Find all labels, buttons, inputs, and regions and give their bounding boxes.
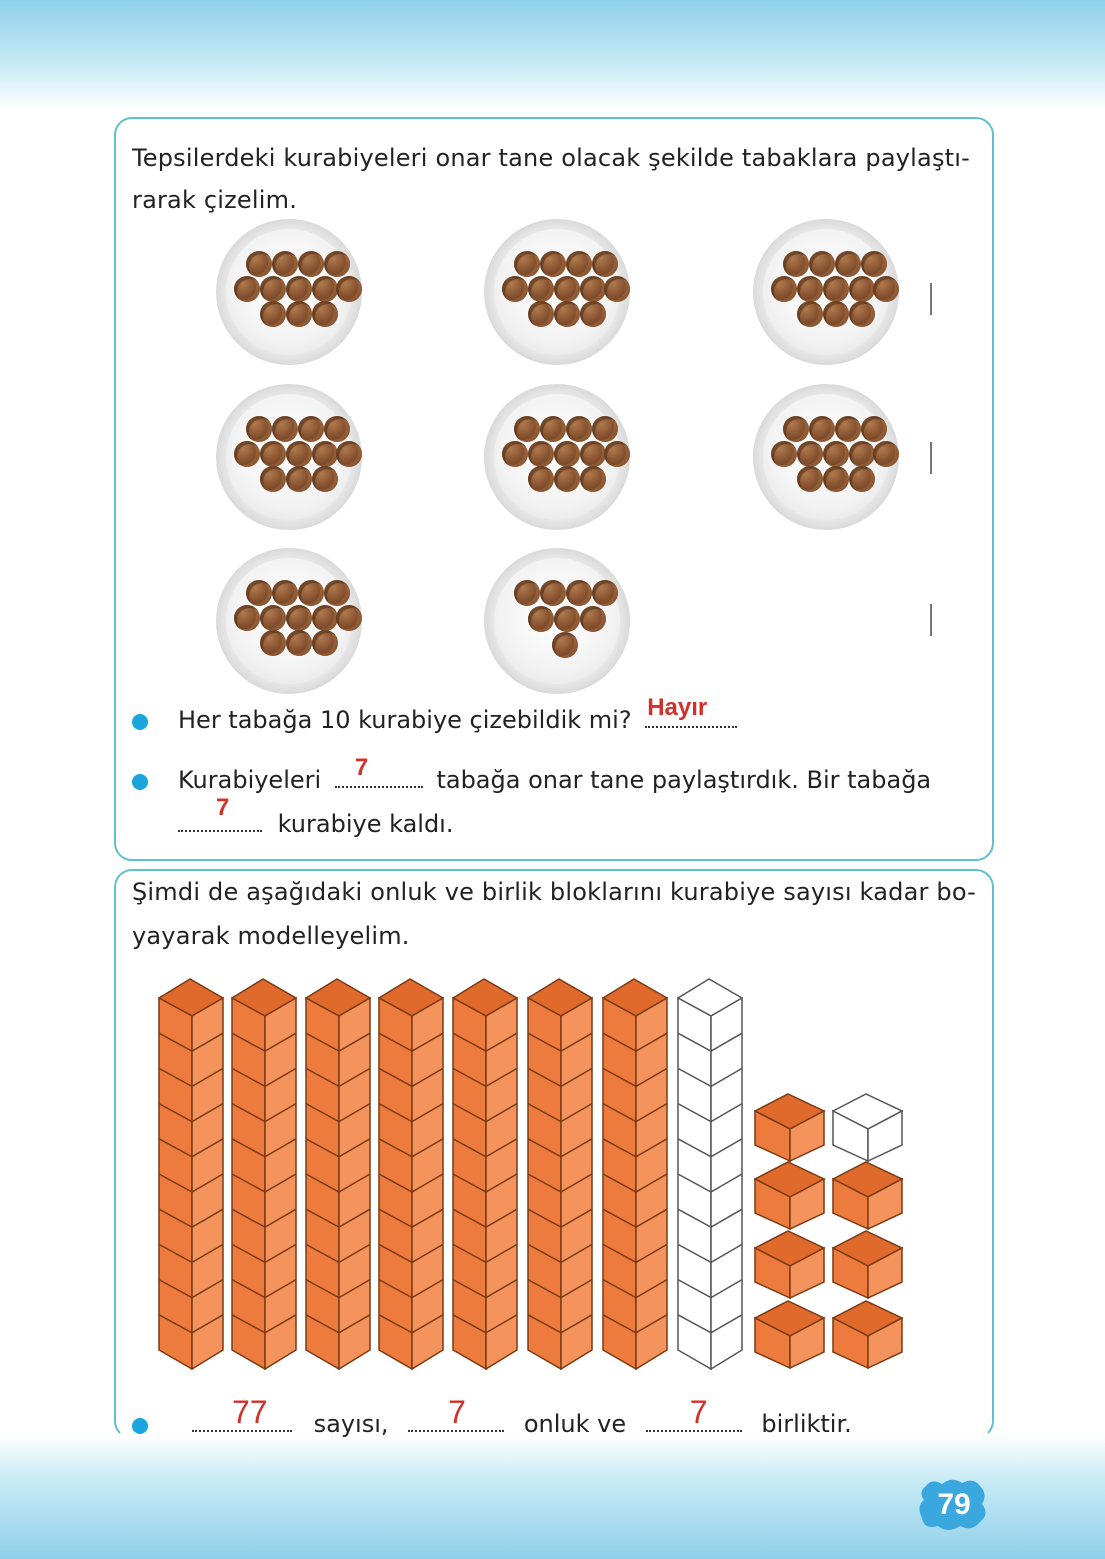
cookie-icon xyxy=(783,416,809,442)
cookie-icon xyxy=(554,441,580,467)
unit-cube-colored[interactable] xyxy=(832,1161,904,1231)
cookie-icon xyxy=(873,441,899,467)
cookie-icon xyxy=(580,301,606,327)
question-2-line1 xyxy=(178,754,932,794)
tens-rod-colored[interactable] xyxy=(158,978,224,1370)
cookie-icon xyxy=(554,276,580,302)
cookie-icon xyxy=(324,251,350,277)
cookie-icon xyxy=(528,441,554,467)
cookie-icon xyxy=(554,466,580,492)
cookie-icon xyxy=(554,301,580,327)
cookie-icon xyxy=(771,276,797,302)
cookie-icon xyxy=(823,301,849,327)
cookie-icon xyxy=(771,441,797,467)
cookie-plate xyxy=(753,219,899,365)
cookie-icon xyxy=(849,466,875,492)
cookie-icon xyxy=(260,605,286,631)
cookie-icon xyxy=(312,605,338,631)
cookie-icon xyxy=(324,580,350,606)
cookie-icon xyxy=(272,416,298,442)
answer-1: Hayır xyxy=(647,694,708,721)
question-2-text-b: tabağa onar tane paylaştırdık. Bir tabağa xyxy=(436,766,932,794)
plate-surface xyxy=(226,394,352,520)
tens-rod-colored[interactable] xyxy=(378,978,444,1370)
bullet-icon xyxy=(132,714,148,730)
cookie-icon xyxy=(260,276,286,302)
unit-cube-colored[interactable] xyxy=(754,1093,826,1163)
activity1-instruction-line2: rarak çizelim. xyxy=(132,186,298,214)
cookie-icon xyxy=(502,441,528,467)
cookie-icon xyxy=(312,466,338,492)
cookie-icon xyxy=(873,276,899,302)
cookie-icon xyxy=(604,441,630,467)
tens-rod-colored[interactable] xyxy=(231,978,297,1370)
cookie-icon xyxy=(324,416,350,442)
cookie-icon xyxy=(797,466,823,492)
unit-cube-colored[interactable] xyxy=(754,1161,826,1231)
summary-text-number: sayısı, xyxy=(313,1410,389,1438)
unit-cube-colored[interactable] xyxy=(832,1300,904,1370)
question-2-text-a: Kurabiyeleri xyxy=(178,766,322,794)
cookie-icon xyxy=(528,276,554,302)
cookie-icon xyxy=(580,606,606,632)
bullet-icon xyxy=(132,1418,148,1434)
answer-3: 7 xyxy=(216,794,230,821)
cookie-icon xyxy=(272,580,298,606)
cookie-icon xyxy=(246,416,272,442)
unit-cube-colored[interactable] xyxy=(754,1230,826,1300)
cookie-plate xyxy=(216,219,362,365)
cookie-icon xyxy=(528,466,554,492)
plate-surface xyxy=(763,394,889,520)
cookie-icon xyxy=(783,251,809,277)
cookie-icon xyxy=(286,276,312,302)
cookie-icon xyxy=(849,301,875,327)
cookie-icon xyxy=(604,276,630,302)
cookie-icon xyxy=(809,416,835,442)
cookie-icon xyxy=(592,251,618,277)
plate-surface xyxy=(763,229,889,355)
cookie-icon xyxy=(336,441,362,467)
cookie-icon xyxy=(514,416,540,442)
bullet-icon xyxy=(132,774,148,790)
cookie-icon xyxy=(260,630,286,656)
cookie-icon xyxy=(336,276,362,302)
cookie-icon xyxy=(260,441,286,467)
cookie-icon xyxy=(528,606,554,632)
cookie-icon xyxy=(823,441,849,467)
unit-cube-colored[interactable] xyxy=(832,1230,904,1300)
activity2-instruction-line2: yayarak modelleyelim. xyxy=(132,922,410,950)
cookie-icon xyxy=(298,416,324,442)
cookie-icon xyxy=(528,301,554,327)
plate-surface xyxy=(226,229,352,355)
plate-surface xyxy=(494,558,620,684)
page-number: 79 xyxy=(937,1488,971,1521)
cookie-icon xyxy=(809,251,835,277)
summary-sentence xyxy=(192,1394,852,1438)
cookie-icon xyxy=(861,251,887,277)
edge-mark xyxy=(930,604,932,636)
cookie-icon xyxy=(312,441,338,467)
cookie-icon xyxy=(286,301,312,327)
cookie-icon xyxy=(566,416,592,442)
cookie-icon xyxy=(312,301,338,327)
plate-surface xyxy=(226,558,352,684)
activity2-instruction-line1: Şimdi de aşağıdaki onluk ve birlik bloklarını kurabiye sayısı kadar bo- xyxy=(132,878,977,906)
answer-2: 7 xyxy=(354,754,369,781)
cookie-icon xyxy=(514,251,540,277)
answer-blank-3[interactable] xyxy=(178,794,262,832)
cookie-plate xyxy=(484,548,630,694)
tens-blank[interactable] xyxy=(408,1394,504,1432)
cookie-icon xyxy=(246,580,272,606)
cookie-icon xyxy=(234,276,260,302)
cookie-plate xyxy=(216,384,362,530)
edge-mark xyxy=(930,283,932,315)
question-1 xyxy=(178,694,737,734)
cookie-icon xyxy=(592,416,618,442)
cookie-icon xyxy=(514,580,540,606)
cookie-icon xyxy=(502,276,528,302)
cookie-icon xyxy=(260,466,286,492)
summary-text-ones: birliktir. xyxy=(761,1410,852,1438)
answer-blank-2[interactable] xyxy=(335,754,423,788)
cookie-icon xyxy=(260,301,286,327)
tens-rod-colored[interactable] xyxy=(602,978,668,1370)
cookie-icon xyxy=(272,251,298,277)
cookie-icon xyxy=(592,580,618,606)
cookie-plate xyxy=(484,384,630,530)
cookie-icon xyxy=(861,416,887,442)
cookie-icon xyxy=(312,630,338,656)
ones-blank[interactable] xyxy=(646,1394,742,1432)
cookie-icon xyxy=(835,251,861,277)
cookie-icon xyxy=(298,580,324,606)
edge-mark xyxy=(930,442,932,474)
summary-text-tens: onluk ve xyxy=(523,1410,627,1438)
question-1-text: Her tabağa 10 kurabiye çizebildik mi? xyxy=(178,706,632,734)
answer-blank-1[interactable] xyxy=(645,694,737,728)
cookie-icon xyxy=(580,441,606,467)
ones-answer: 7 xyxy=(689,1394,708,1430)
cookie-icon xyxy=(234,605,260,631)
tens-rod-colored[interactable] xyxy=(305,978,371,1370)
cookie-icon xyxy=(336,605,362,631)
cookie-plate xyxy=(484,219,630,365)
page-number-badge xyxy=(918,1476,990,1532)
cookie-icon xyxy=(298,251,324,277)
number-blank[interactable] xyxy=(192,1394,292,1432)
cookie-icon xyxy=(823,276,849,302)
cookie-icon xyxy=(234,441,260,467)
tens-answer: 7 xyxy=(448,1394,466,1430)
cookie-icon xyxy=(580,276,606,302)
cookie-icon xyxy=(554,606,580,632)
cookie-icon xyxy=(580,466,606,492)
activity1-instruction-line1: Tepsilerdeki kurabiyeleri onar tane olacak şekilde tabaklara paylaştı- xyxy=(132,144,970,172)
cookie-icon xyxy=(286,441,312,467)
cookie-icon xyxy=(540,580,566,606)
tens-rod-empty[interactable] xyxy=(677,978,743,1370)
cookie-plate xyxy=(753,384,899,530)
cookie-icon xyxy=(835,416,861,442)
unit-cube-empty[interactable] xyxy=(832,1093,904,1163)
cookie-icon xyxy=(312,276,338,302)
cookie-icon xyxy=(540,251,566,277)
top-decorative-band xyxy=(0,0,1105,110)
question-2-text-c: kurabiye kaldı. xyxy=(277,810,454,838)
cookie-icon xyxy=(552,632,578,658)
cookie-icon xyxy=(286,605,312,631)
cookie-icon xyxy=(286,466,312,492)
plate-surface xyxy=(494,394,620,520)
tens-rod-colored[interactable] xyxy=(452,978,518,1370)
cookie-icon xyxy=(286,630,312,656)
cookie-icon xyxy=(566,580,592,606)
cookie-plate xyxy=(216,548,362,694)
cookie-icon xyxy=(797,301,823,327)
question-2-line2 xyxy=(178,794,454,838)
cookie-icon xyxy=(797,441,823,467)
cookie-icon xyxy=(849,276,875,302)
unit-cube-colored[interactable] xyxy=(754,1300,826,1370)
cookie-icon xyxy=(246,251,272,277)
number-answer: 77 xyxy=(232,1394,268,1430)
cookie-icon xyxy=(797,276,823,302)
cookie-icon xyxy=(823,466,849,492)
plate-surface xyxy=(494,229,620,355)
tens-rod-colored[interactable] xyxy=(527,978,593,1370)
cookie-icon xyxy=(566,251,592,277)
cookie-icon xyxy=(540,416,566,442)
cookie-icon xyxy=(849,441,875,467)
